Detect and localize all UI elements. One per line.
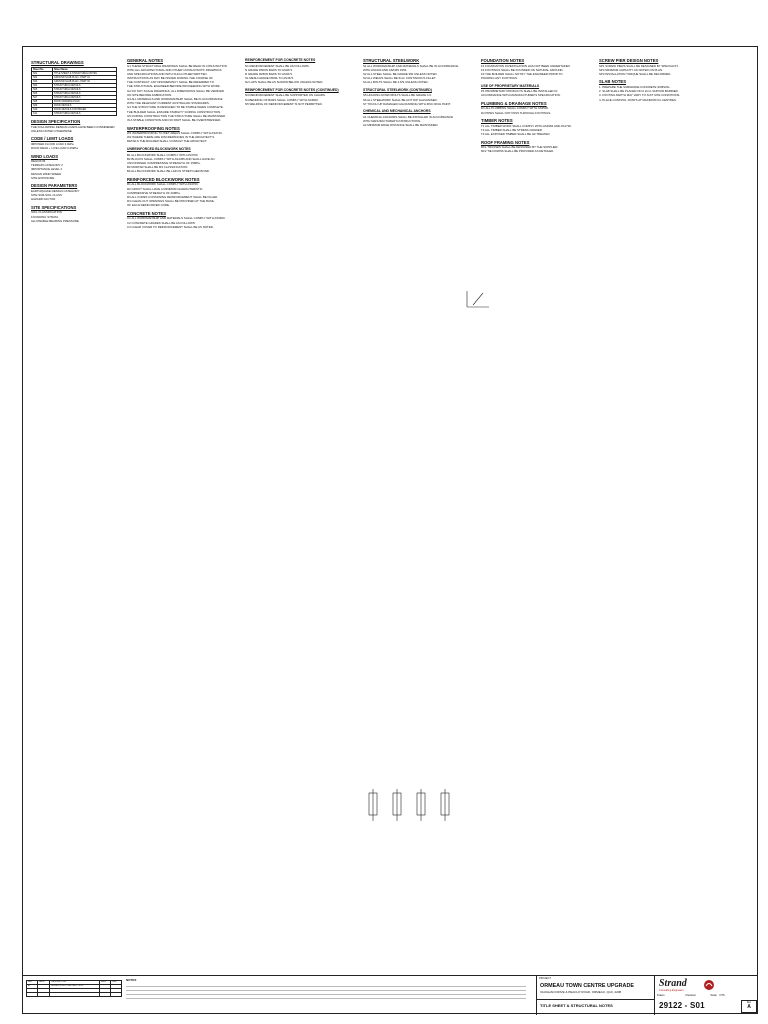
section-heading: PLUMBING & DRAINAGE NOTES: [481, 100, 547, 106]
note-line: T1 ALL TIMBER WORK SHALL COMPLY WITH AS1684 AND AS1720.: [481, 124, 572, 128]
note-line: C2 CONCRETE GRADES SHALL BE AS FOLLOWS:: [127, 221, 196, 225]
note-line: R3 ALL CORES CONTAINING REINFORCEMENT SHALL BE FILLED.: [127, 195, 219, 199]
index-sheet-name: STRUCTURAL DETAILS: [53, 84, 117, 88]
note-line: IN A STABLE CONDITION AND NO PART SHALL BE OVERSTRESSED.: [127, 118, 221, 122]
note-line: UNLESS NOTED OTHERWISE: [31, 129, 72, 133]
note-line: S1 ALL WORKMANSHIP AND MATERIALS SHALL BE IN ACCORDANCE: [363, 64, 459, 68]
section-heading: WIND LOADS: [31, 153, 58, 159]
index-sheet-number: S03: [32, 80, 53, 84]
index-sheet-name: GROUND SLAB PLAN - PART 01: [53, 76, 117, 80]
section-heading: DESIGN SPECIFICATION: [31, 119, 81, 124]
revision-cell: [99, 992, 110, 996]
index-title: STRUCTURAL DRAWINGS: [31, 60, 84, 65]
note-line: R2 GROUT SHALL HAVE A MINIMUM CHARACTERISTIC: [127, 187, 203, 191]
index-sheet-number: S11: [32, 112, 53, 116]
note-line: N1 REINFORCEMENT SHALL BE AS FOLLOWS:: [245, 64, 310, 68]
project-address: VAUGHAN DRIVE & PEACHY ROAD, ORMEAU, QLD, 4208: [540, 990, 622, 994]
company-subtitle: Consulting Engineers: [659, 989, 684, 992]
note-line: S7 TOUCH UP DAMAGED GALVANISING WITH ZINC RICH PAINT.: [363, 102, 451, 106]
section-heading: CONCRETE NOTES: [127, 210, 167, 216]
company-cell: [654, 976, 759, 1015]
note-line: A1 CHEMICAL ANCHORS SHALL BE INSTALLED IN ACCORDANCE: [363, 115, 454, 119]
note-line: THE BUILDER SHALL ENSURE STABILITY DURING CONSTRUCTION.: [127, 110, 221, 114]
drawing-title: TITLE SHEET & STRUCTURAL NOTES: [540, 1003, 613, 1008]
revision-value: A: [747, 1004, 751, 1010]
note-line: 1. PREPARE THE SUBGRADE CONCRETE SUBSOIL.: [599, 85, 671, 89]
column-index: [31, 57, 121, 477]
note-line: ROOF DEAD + LIVE LOAD 0.25kPa: [31, 146, 78, 150]
section-heading: CHEMICAL AND MECHANICAL ANCHORS: [363, 109, 431, 114]
note-line: S6 ALL STEELWORK SHALL BE HOT DIP GALVANISED.: [363, 98, 438, 102]
drawing-index-table: [31, 67, 117, 116]
revision-table: [26, 980, 122, 997]
revision-cell: [27, 992, 38, 996]
column-steelwork-notes: [363, 55, 475, 905]
note-line: G5 DURING CONSTRUCTION THE STRUCTURE SHALL BE MAINTAINED: [127, 114, 226, 118]
note-line: D2 PIPES SHALL NOT PASS THROUGH FOOTINGS.: [481, 111, 552, 115]
index-sheet-number: S09: [32, 104, 53, 108]
index-sheet-number: S02: [32, 76, 53, 80]
scale-value: NTS: [719, 994, 725, 997]
note-line: S2 ALL STEEL SHALL BE GRADE 300 UNLESS NOTED.: [363, 72, 438, 76]
note-line: WITH ALL ARCHITECTURAL AND OTHER CONSULTANTS' DRAWINGS: [127, 68, 222, 72]
section-heading: DESIGN PARAMETERS: [31, 183, 78, 189]
note-line: C3 CLEAR COVER TO REINFORCEMENT SHALL BE AS NOTED.: [127, 225, 214, 229]
revision-header: DATE: [37, 981, 49, 985]
note-line: G2 DO NOT SCALE DRAWINGS. ALL DIMENSIONS SHALL BE VERIFIED: [127, 89, 224, 93]
note-line: N5 WELDING OF REINFORCEMENT IS NOT PERMITTED.: [245, 102, 323, 106]
section-heading: WATERPROOFING NOTES: [127, 125, 180, 131]
note-line: THE FOLLOWING DESIGN LOADS HAVE BEEN CONSIDERED: [31, 125, 115, 129]
section-heading: UNREINFORCED BLOCKWORK NOTES: [127, 147, 191, 151]
note-line: N GRADE D500N BARS TO AS4671: [245, 68, 293, 72]
note-line: REGION B: [31, 160, 46, 164]
note-line: T2 ALL TIMBER SHALL BE STRESS GRADED.: [481, 128, 543, 132]
note-line: A2 MINIMUM EDGE DISTANCE SHALL BE MAINTAINED.: [363, 124, 439, 128]
title-block: [22, 975, 758, 1015]
index-header: Sheet No.: [32, 68, 53, 72]
drawn-label: Drawn: [657, 994, 665, 997]
note-line: B2 BLOCKS SHALL COMPLY WITH AS4455 AND SHALL HAVE AN: [127, 157, 215, 161]
note-line: ACCORDANCE WITH MANUFACTURER'S SPECIFICATION.: [481, 94, 561, 98]
note-line: 2. SLAB SHALL BE PLACED ON 0.2mm VAPOUR BARRIER.: [599, 90, 679, 94]
revision-header: DESCRIPTION: [50, 981, 100, 985]
project-cell: [536, 976, 655, 1015]
note-line: S5 HOLDING DOWN BOLTS SHALL BE GRADE 4.6.: [363, 94, 432, 98]
note-line: AND SPECIFICATIONS AND WITH SUCH OTHER WRITTEN: [127, 72, 207, 76]
section-heading: CODE / LIMIT LOADS: [31, 136, 74, 142]
note-line: SP2 MINIMUM CAPACITY AS NOTED ON PLAN.: [599, 68, 663, 72]
note-line: B3 MORTAR SHALL BE M3 CLASSIFICATION.: [127, 166, 189, 170]
column-reinforcement-notes: [245, 55, 357, 905]
index-sheet-name: STRUCTURAL DETAILS: [53, 92, 117, 96]
note-line: N3 REINFORCEMENT SHALL BE SUPPORTED ON CHAIRS.: [245, 94, 326, 98]
note-line: S4 ALL BOLTS SHALL BE 4.6/S UNLESS NOTED.: [363, 81, 429, 85]
note-line: R1 ALL BLOCKWORK SHALL COMPLY WITH AS3700.: [127, 183, 199, 187]
section-heading: SLAB NOTES: [599, 79, 626, 85]
column-slab-notes: [599, 55, 749, 905]
note-line: FOUNDING STRATA: [31, 215, 59, 219]
index-sheet-name: STRUCTURAL DETAILS: [53, 88, 117, 92]
note-line: R GRADE R250N BARS TO AS4671: [245, 72, 293, 76]
project-label: PROJECT: [539, 977, 552, 980]
note-line: W2 WHERE THERE ARE DISCREPANCIES IN THE ARCHITECT'S: [127, 136, 215, 140]
index-row: [32, 112, 117, 116]
revision-cell: ISSUED FOR CONSTRUCTION: [50, 984, 100, 988]
note-line: ALLOWABLE BEARING PRESSURE: [31, 219, 79, 223]
revision-box: [741, 1000, 757, 1013]
note-line: DETAILS THE BUILDER SHALL CONSULT THE ARCHITECT.: [127, 140, 208, 144]
note-line: N4 BENDING OF BARS SHALL COMPLY WITH AS3600.: [245, 98, 319, 102]
note-line: WITH THE RELEVANT CURRENT AUSTRALIAN STANDARDS.: [127, 102, 210, 106]
drawing-number: 29122 - S01: [659, 1001, 705, 1010]
index-sheet-number: S01: [32, 72, 53, 76]
note-line: G1 THESE STRUCTURAL DRAWINGS SHALL BE READ IN CONJUNCTION: [127, 64, 227, 68]
note-line: N2 LAPS SHALL BE AS SHOWN BELOW UNLESS NOTED.: [245, 81, 324, 85]
anchor-detail-sketch: [363, 787, 473, 827]
column-0-sections: [31, 119, 121, 223]
index-sheet-number: S06: [32, 92, 53, 96]
note-line: SOIL CLASSIFICATION: [31, 211, 62, 215]
section-heading: ROOF FRAMING NOTES: [481, 139, 530, 145]
checked-label: Checked: [685, 994, 696, 997]
index-sheet-number: S04: [32, 84, 53, 88]
note-line: RF1 TRUSSES SHALL BE DESIGNED BY THE SUPPLIER.: [481, 146, 559, 150]
note-line: F1 FOUNDATION INVESTIGATION HAS NOT BEEN UNDERTAKEN.: [481, 64, 571, 68]
note-line: COMPRESSIVE STRENGTH OF 20MPa.: [127, 191, 181, 195]
index-sheet-number: S08: [32, 100, 53, 104]
note-line: HAZARD FACTOR: [31, 198, 56, 202]
note-line: R4 CLEAN-OUT OPENINGS SHALL BE PROVIDED AT THE BASE: [127, 200, 214, 204]
section-heading: REINFORCED BLOCKWORK NOTES: [127, 176, 200, 182]
index-sheet-number: S10: [32, 108, 53, 112]
revision-cell: [50, 992, 100, 996]
note-line: B4 ALL BLOCKWORK SHALL BE LAID IN STRETCHER BOND.: [127, 170, 210, 174]
note-line: THE STRUCTURAL ENGINEER BEFORE PROCEEDING WITH WORK.: [127, 85, 221, 89]
section-heading: REINFORCEMENT FOR CONCRETE NOTES: [245, 58, 316, 62]
note-line: OF EACH REINFORCED CORE.: [127, 204, 170, 208]
index-header: Sheet Name: [53, 68, 117, 72]
note-line: B1 ALL BLOCKWORK SHALL COMPLY WITH AS3700.: [127, 153, 199, 157]
column-general-notes: [127, 55, 239, 905]
revision-cell: [37, 992, 49, 996]
note-line: POURING ANY FOOTINGS.: [481, 77, 518, 81]
revision-cell: [111, 992, 122, 996]
index-sheet-name: STRUCTURAL DETAILS: [53, 96, 117, 100]
section-heading: TIMBER NOTES: [481, 118, 513, 124]
section-heading: STRUCTURAL STEELWORK (CONTINUED): [363, 87, 432, 92]
note-line: TERRAIN CATEGORY 2: [31, 164, 63, 168]
note-line: F2 FOOTINGS SHALL BE FOUNDED ON NATURAL GROUND.: [481, 68, 564, 72]
note-line: SL MESH GRADE D500L TO AS4671: [245, 77, 294, 81]
note-line: D1 ALL PLUMBING SHALL COMPLY WITH AS3500.: [481, 107, 549, 111]
index-sheet-name: ROOF FRAMING PLAN: [53, 100, 117, 104]
note-line: UNCONFINED COMPRESSIVE STRENGTH OF 15MPa.: [127, 161, 201, 165]
revision-header: REV: [27, 981, 38, 985]
section-heading: SITE SPECIFICATIONS: [31, 204, 77, 210]
section-heading: SCREW PIER DESIGN NOTES: [599, 58, 659, 63]
note-line: INSTRUCTIONS AS MAY BE ISSUED DURING THE COURSE OF: [127, 77, 213, 81]
note-line: IMPORTANCE LEVEL 2: [31, 168, 63, 172]
note-line: SP3 INSTALLATION TORQUE SHALL BE RECORDED.: [599, 72, 672, 76]
reinforcement-detail-sketch: [463, 287, 493, 311]
drawing-sheet: [22, 46, 758, 1014]
revision-cell: A: [27, 984, 38, 988]
column-foundation-notes: [481, 55, 593, 905]
note-line: ON SITE BEFORE FABRICATION.: [127, 93, 172, 97]
note-line: WITH AS4100 AND AS/NZS 1554.: [363, 68, 408, 72]
index-sheet-name: STRUCTURAL DETAILS: [53, 112, 117, 116]
index-sheet-name: GROUND SLAB PLAN - PART 02: [53, 80, 117, 84]
index-sheet-name: ROOF DETAILS: [53, 104, 117, 108]
note-line: DESIGN WIND SPEED: [31, 172, 62, 176]
note-line: SITE SUB-SOIL CLASS: [31, 194, 62, 198]
note-line: 4. PLACE CONTROL JOINTS AT MAXIMUM 6m CENTRES.: [599, 98, 677, 102]
note-line: SITE EXPOSURE: [31, 176, 55, 180]
note-line: RF2 TIE DOWNS SHALL BE PROVIDED AS DETAILED.: [481, 150, 555, 154]
index-sheet-name: TITLE SHEET & STRUCTURAL NOTES: [53, 72, 117, 76]
section-heading: FOUNDATION NOTES: [481, 58, 525, 63]
drawing-meta: [657, 994, 757, 997]
note-line: 3. FOOTING DEPTH MAY VARY TO SUIT SITE CONDITIONS.: [599, 94, 681, 98]
note-line: G3 ALL MATERIALS AND WORKMANSHIP SHALL BE IN ACCORDANCE: [127, 98, 223, 101]
scale-label: Scale: [710, 994, 717, 997]
section-heading: REINFORCEMENT FOR CONCRETE NOTES (CONTINUED): [245, 87, 339, 92]
section-heading: USE OF PROPRIETARY MATERIALS: [481, 83, 540, 88]
index-sheet-number: S05: [32, 88, 53, 92]
note-line: EARTHQUAKE DESIGN CATEGORY: [31, 189, 80, 193]
index-sheet-name: ROOF DETAILS CONTINUED: [53, 108, 117, 112]
note-line: G4 THE STRUCTURE IS DESIGNED TO BE STABLE WHEN COMPLETE.: [127, 106, 224, 110]
note-line: T3 ALL EXPOSED TIMBER SHALL BE H3 TREATED.: [481, 133, 551, 137]
note-line: WITH MANUFACTURER'S INSTRUCTIONS.: [363, 120, 422, 123]
note-line: F3 THE BUILDER SHALL NOTIFY THE ENGINEER PRIOR TO: [481, 72, 563, 76]
revision-label: Rev: [746, 1001, 752, 1004]
note-line: C1 ALL WORKMANSHIP AND MATERIALS SHALL COMPLY WITH AS3600.: [127, 217, 226, 221]
note-line: P1 PROPRIETARY PRODUCTS SHALL BE INSTALLED IN: [481, 90, 558, 94]
note-line: S3 ALL WELDS SHALL BE 6mm CONTINUOUS FILLET.: [363, 77, 437, 81]
project-title: ORMEAU TOWN CENTRE UPGRADE: [540, 983, 634, 989]
note-line: W1 WATERPROOFING TO WET AREAS SHALL COMPLY WITH AS3740.: [127, 132, 223, 136]
revision-row: [27, 992, 122, 996]
notes-area: [126, 983, 526, 1002]
section-heading: STRUCTURAL STEELWORK: [363, 58, 420, 63]
index-sheet-number: S07: [32, 96, 53, 100]
note-line: IMPOSED FLOOR LOAD 3.0kPa: [31, 142, 74, 146]
company-logo-mark: [703, 979, 715, 991]
company-logo-text: Strand: [659, 978, 687, 989]
revision-header: CHK: [111, 981, 122, 985]
note-line: SP1 SCREW PIERS SHALL BE DESIGNED BY SPECIALIST.: [599, 64, 679, 68]
notes-label: NOTES: [126, 978, 137, 982]
revision-header: DRN: [99, 981, 110, 985]
section-heading: GENERAL NOTES: [127, 58, 163, 63]
note-line: THE CONTRACT. ANY DISCREPANCY SHALL BE REFERRED TO: [127, 81, 215, 85]
